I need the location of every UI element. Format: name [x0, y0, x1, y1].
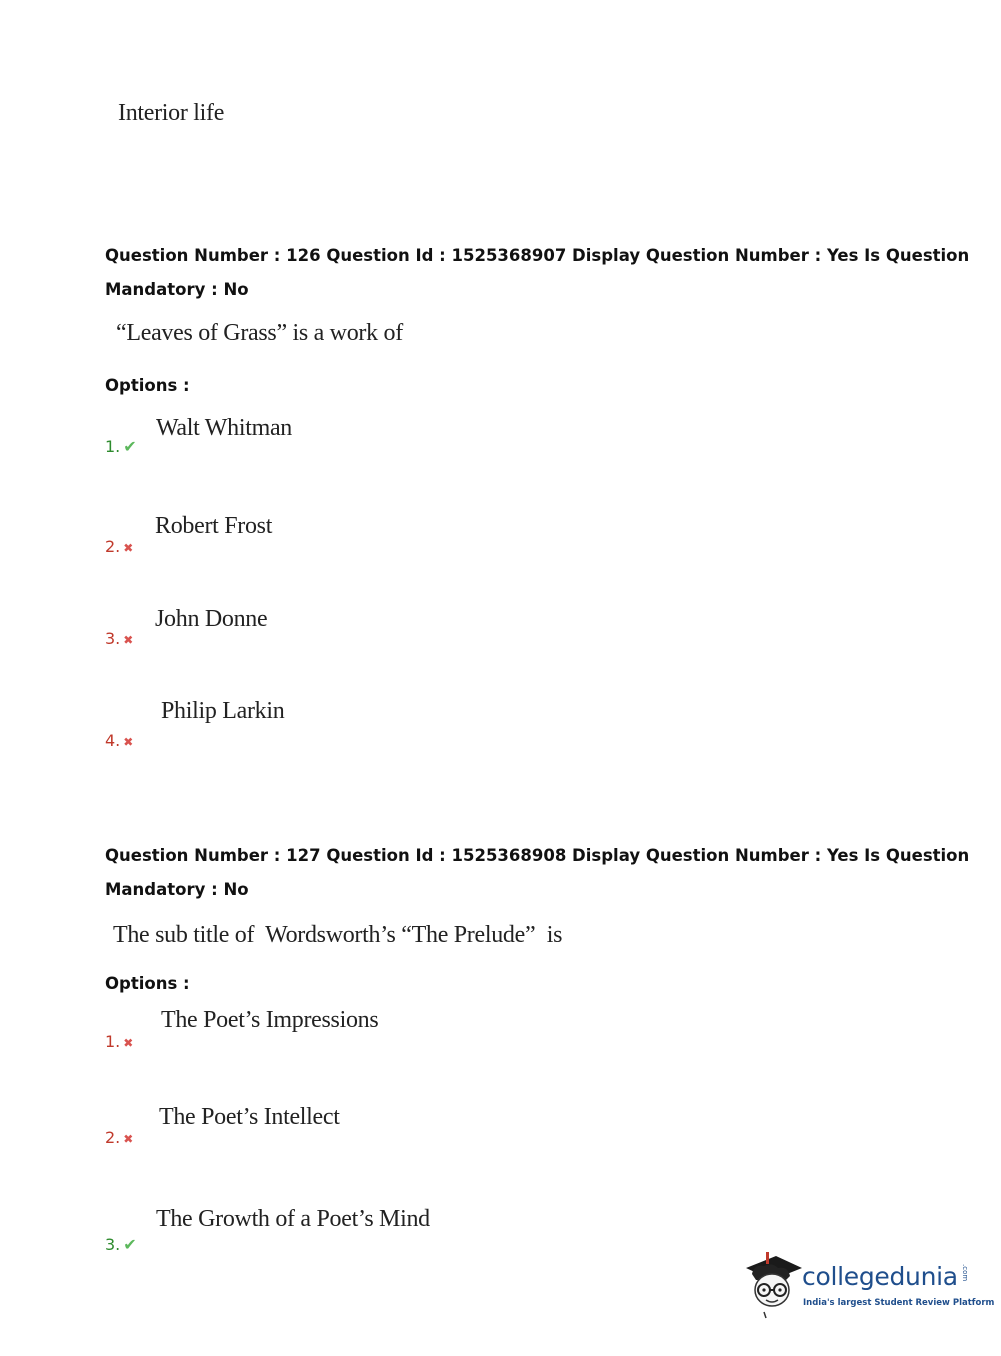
previous-option-text: Interior life [118, 100, 225, 126]
check-icon: ✔ [123, 437, 137, 456]
logo-wordmark: collegedunia [802, 1262, 958, 1291]
option-text: Robert Frost [155, 513, 273, 539]
question-meta-line1: Question Number : 126 Question Id : 1525368907 Display Question Number : Yes Is Question [105, 246, 970, 265]
option-number: 3. ✖ [105, 629, 134, 648]
collegedunia-logo [742, 1250, 995, 1320]
cross-icon: ✖ [123, 633, 134, 647]
logo-tld: .com [961, 1264, 969, 1282]
question-meta-line2: Mandatory : No [105, 280, 249, 299]
cross-icon: ✖ [123, 735, 134, 749]
option-text: The Poet’s Impressions [161, 1007, 379, 1033]
options-label: Options : [105, 974, 190, 993]
question-text: “Leaves of Grass” is a work of [116, 320, 403, 346]
option-text: The Poet’s Intellect [159, 1104, 340, 1130]
question-meta-line2: Mandatory : No [105, 880, 249, 899]
cross-icon: ✖ [123, 1132, 134, 1146]
option-number: 1. ✖ [105, 1032, 134, 1051]
check-icon: ✔ [123, 1235, 137, 1254]
question-text: The sub title of Wordsworth’s “The Prelude” is [113, 922, 563, 948]
logo-tagline: India's largest Student Review Platform [803, 1298, 995, 1308]
cross-icon: ✖ [123, 1036, 134, 1050]
option-number: 4. ✖ [105, 731, 134, 750]
option-text: John Donne [155, 606, 268, 632]
cross-icon: ✖ [123, 541, 134, 555]
options-label: Options : [105, 376, 190, 395]
option-number: 1. ✔ [105, 437, 137, 456]
question-meta-line1: Question Number : 127 Question Id : 1525368908 Display Question Number : Yes Is Question [105, 846, 970, 865]
option-number: 2. ✖ [105, 537, 134, 556]
option-number: 3. ✔ [105, 1235, 137, 1254]
mascot-icon [742, 1250, 804, 1320]
option-text: The Growth of a Poet’s Mind [156, 1206, 430, 1232]
option-text: Walt Whitman [156, 415, 292, 441]
option-number: 2. ✖ [105, 1128, 134, 1147]
option-text: Philip Larkin [161, 698, 285, 724]
